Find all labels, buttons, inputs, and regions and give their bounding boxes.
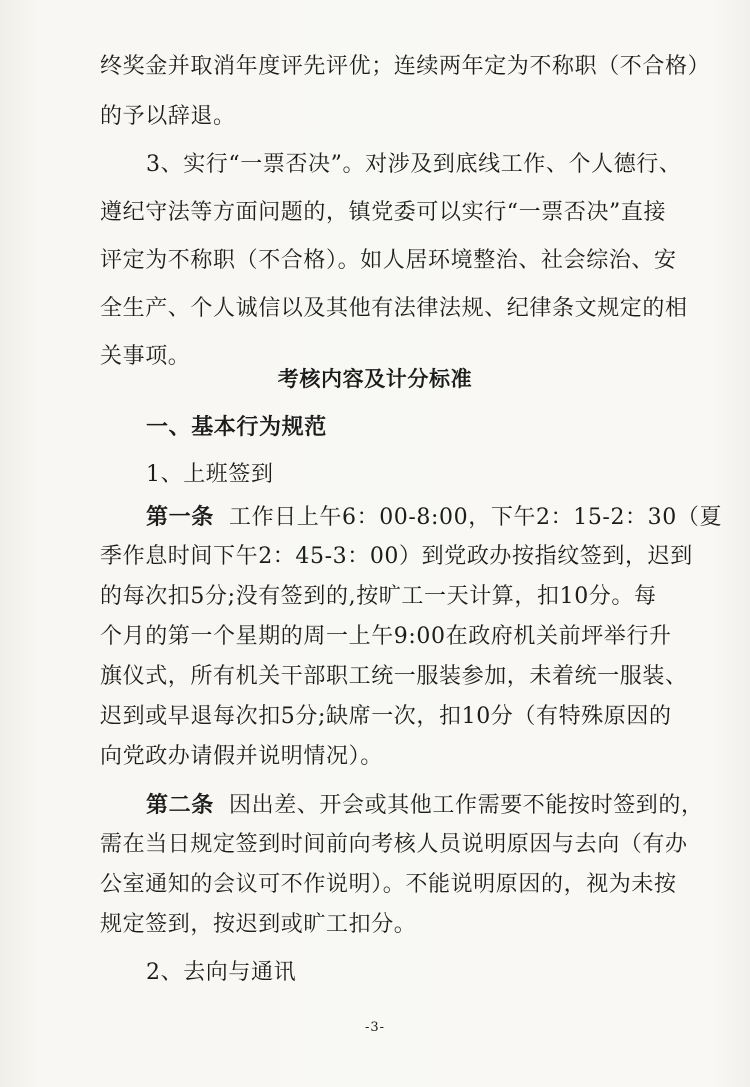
page-number: -3-	[364, 1020, 386, 1035]
article-2-first-line	[146, 790, 704, 821]
paragraph-line: 的每次扣5分;没有签到的,按旷工一天计算，扣10分。每	[100, 584, 657, 609]
section-title: 考核内容及计分标准	[277, 366, 473, 391]
article-1-label: 第一条	[146, 504, 214, 530]
paragraph-line: 终奖金并取消年度评先评优；连续两年定为不称职（不合格）	[100, 54, 711, 79]
paragraph-line: 公室通知的会议可不作说明）。不能说明原因的，视为未按	[100, 872, 677, 897]
article-2-text: 因出差、开会或其他工作需要不能按时签到的，	[229, 793, 704, 818]
article-1-first-line	[146, 502, 723, 533]
paragraph-line: 的予以辞退。	[100, 104, 236, 129]
paragraph-line: 3、实行“一票否决”。对涉及到底线工作、个人德行、	[146, 152, 682, 177]
paragraph-line: 旗仪式，所有机关干部职工统一服装参加，未着统一服装、	[100, 664, 688, 689]
heading-basic-behavior: 一、基本行为规范	[146, 414, 327, 440]
paragraph-line: 个月的第一个星期的周一上午9:00在政府机关前坪举行升	[100, 624, 672, 649]
paragraph-line: 需在当日规定签到时间前向考核人员说明原因与去向（有办	[100, 832, 688, 857]
heading-sign-in: 1、上班签到	[146, 462, 274, 487]
article-2-label: 第二条	[146, 792, 214, 818]
paragraph-line: 评定为不称职（不合格）。如人居环境整治、社会综治、安	[100, 248, 677, 273]
paragraph-line: 规定签到，按迟到或旷工扣分。	[100, 912, 417, 937]
heading-whereabouts-communication: 2、去向与通讯	[146, 960, 297, 985]
paragraph-line: 遵纪守法等方面问题的，镇党委可以实行“一票否决”直接	[100, 200, 667, 225]
paragraph-line: 全生产、个人诚信以及其他有法律法规、纪律条文规定的相	[100, 296, 688, 321]
paragraph-line: 迟到或早退每次扣5分;缺席一次，扣10分（有特殊原因的	[100, 704, 672, 729]
paragraph-line: 关事项。	[100, 344, 191, 369]
paragraph-line: 向党政办请假并说明情况）。	[100, 744, 383, 769]
paragraph-line: 季作息时间下午2：45-3：00）到党政办按指纹签到，迟到	[100, 544, 693, 569]
article-1-text: 工作日上午6：00-8:00，下午2：15-2：30（夏	[229, 505, 723, 530]
